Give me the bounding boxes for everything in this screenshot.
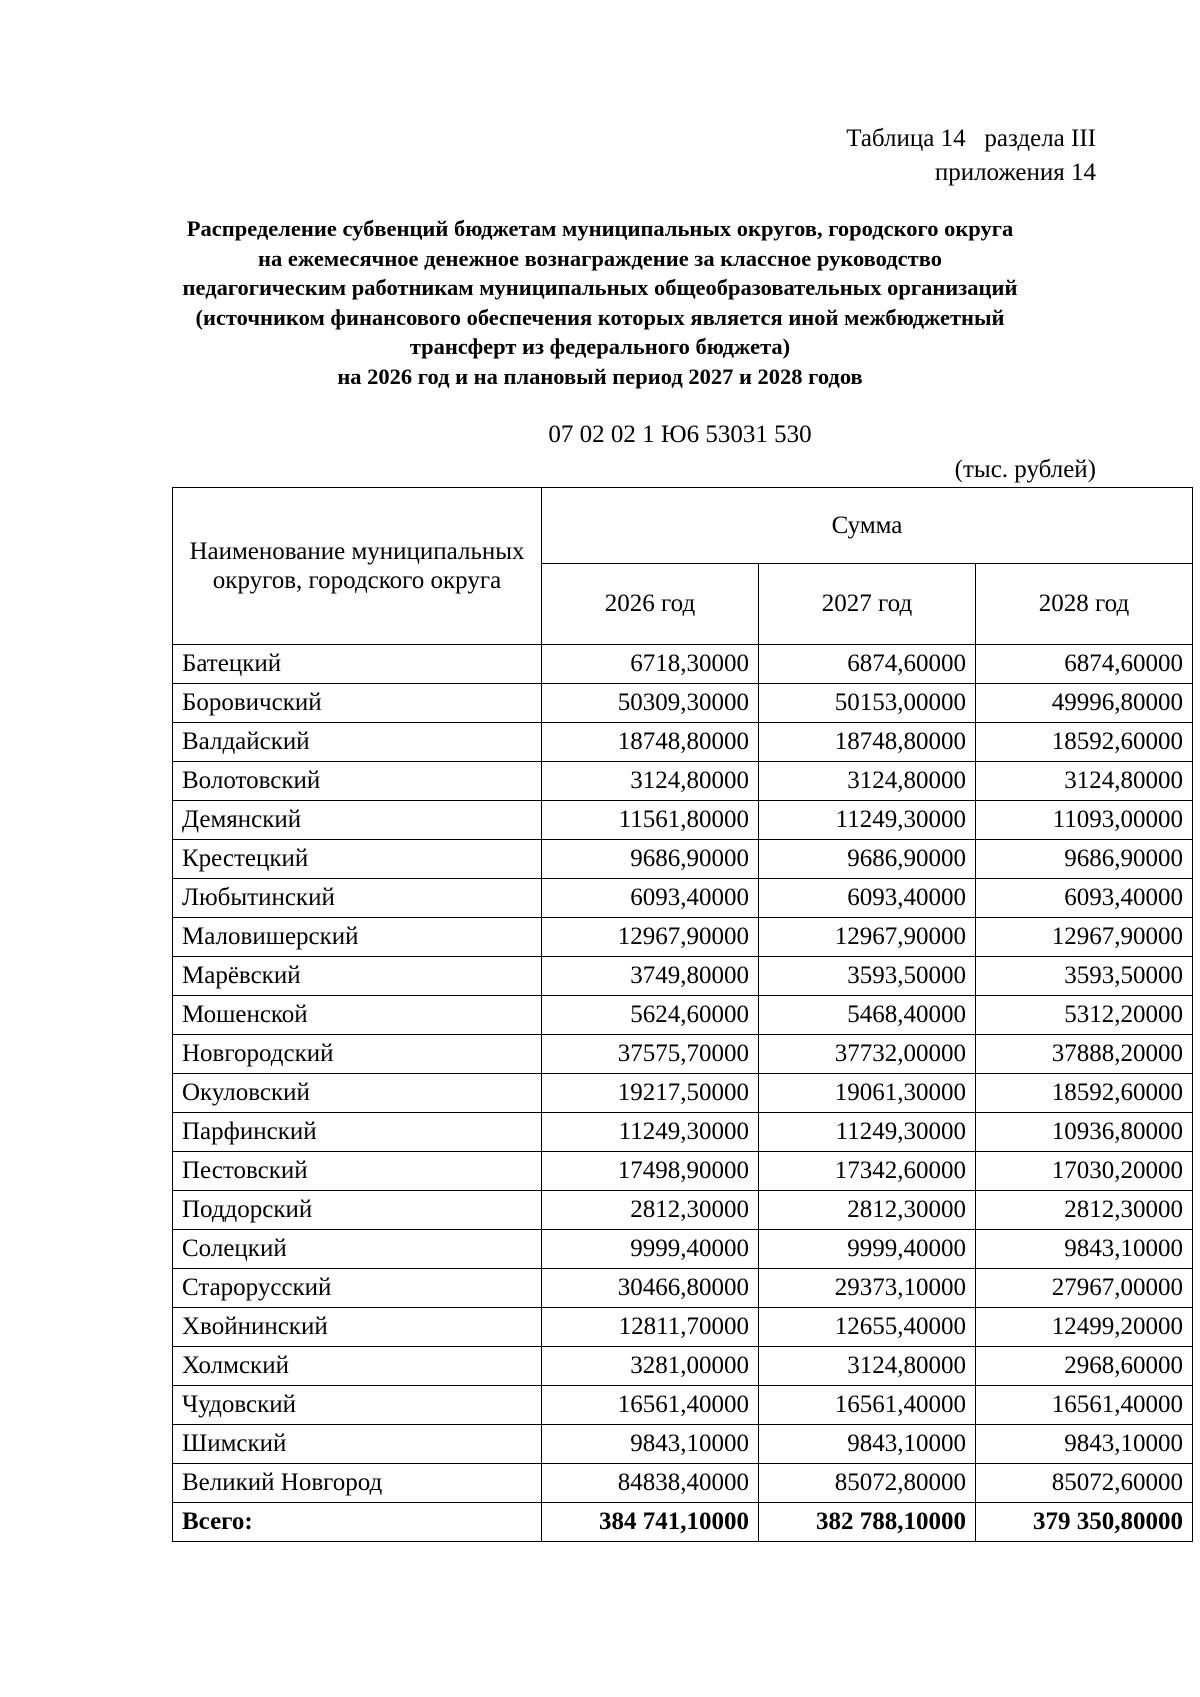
amount-2028-cell: 27967,00000 [976, 1269, 1193, 1308]
amount-2028-cell: 17030,20000 [976, 1152, 1193, 1191]
amount-2028-cell: 49996,80000 [976, 684, 1193, 723]
table-row [173, 840, 1193, 879]
amount-2026-cell: 37575,70000 [542, 1035, 759, 1074]
amount-2026-cell: 16561,40000 [542, 1386, 759, 1425]
title-line: педагогическим работникам муниципальных общеобразовательных организаций [182, 275, 1018, 300]
amount-2027-cell: 19061,30000 [759, 1074, 976, 1113]
amount-2028-cell: 379 350,80000 [976, 1503, 1193, 1542]
amount-2026-cell: 50309,30000 [542, 684, 759, 723]
amount-2026-cell: 384 741,10000 [542, 1503, 759, 1542]
district-name-cell: Новгородский [173, 1035, 542, 1074]
title-line: Распределение субвенций бюджетам муниципальных округов, городского округа [186, 216, 1014, 241]
table-row [173, 1191, 1193, 1230]
amount-2028-cell: 9686,90000 [976, 840, 1193, 879]
amount-2028-cell: 5312,20000 [976, 996, 1193, 1035]
amount-2027-cell: 3593,50000 [759, 957, 976, 996]
district-name-cell: Батецкий [173, 645, 542, 684]
amount-2027-cell: 2812,30000 [759, 1191, 976, 1230]
column-header-name-text: Наименование муниципальных округов, городского округа [189, 538, 525, 594]
district-name-cell: Пестовский [173, 1152, 542, 1191]
amount-2026-cell: 18748,80000 [542, 723, 759, 762]
table-row [173, 762, 1193, 801]
district-name-cell: Парфинский [173, 1113, 542, 1152]
district-name-cell: Окуловский [173, 1074, 542, 1113]
table-row [173, 1152, 1193, 1191]
table-number: Таблица 14 раздела III [846, 125, 1096, 152]
title-line: (источником финансового обеспечения которых является иной межбюджетный [195, 304, 1005, 330]
district-name-cell: Крестецкий [173, 840, 542, 879]
district-name-cell: Боровичский [173, 684, 542, 723]
amount-2026-cell: 2812,30000 [542, 1191, 759, 1230]
amount-2028-cell: 3593,50000 [976, 957, 1193, 996]
amount-2026-cell: 84838,40000 [542, 1464, 759, 1503]
table-row [173, 957, 1193, 996]
amount-2028-cell: 12499,20000 [976, 1308, 1193, 1347]
amount-2026-cell: 30466,80000 [542, 1269, 759, 1308]
amount-2028-cell: 10936,80000 [976, 1113, 1193, 1152]
table-row [173, 1074, 1193, 1113]
table-row [173, 879, 1193, 918]
amount-2028-cell: 18592,60000 [976, 723, 1193, 762]
amount-2027-cell: 16561,40000 [759, 1386, 976, 1425]
amount-2028-cell: 6874,60000 [976, 645, 1193, 684]
title-line: трансферт из федерального бюджета) [409, 334, 791, 359]
amount-2026-cell: 12811,70000 [542, 1308, 759, 1347]
allocation-table [172, 487, 1193, 1542]
amount-2026-cell: 11249,30000 [542, 1113, 759, 1152]
amount-2028-cell: 2812,30000 [976, 1191, 1193, 1230]
district-name-cell: Шимский [173, 1425, 542, 1464]
amount-2026-cell: 3749,80000 [542, 957, 759, 996]
total-row [173, 1503, 1193, 1542]
amount-2027-cell: 6874,60000 [759, 645, 976, 684]
table-row [173, 1035, 1193, 1074]
table-row [173, 723, 1193, 762]
table-row [173, 645, 1193, 684]
table-row [173, 1230, 1193, 1269]
district-name-cell: Поддорский [173, 1191, 542, 1230]
amount-2027-cell: 85072,80000 [759, 1464, 976, 1503]
table-reference [846, 122, 1096, 190]
table-row [173, 1113, 1193, 1152]
table-row [173, 918, 1193, 957]
amount-2026-cell: 5624,60000 [542, 996, 759, 1035]
amount-2027-cell: 11249,30000 [759, 1113, 976, 1152]
district-name-cell: Чудовский [173, 1386, 542, 1425]
amount-2027-cell: 3124,80000 [759, 762, 976, 801]
title-line: на ежемесячное денежное вознаграждение за классное руководство [258, 245, 942, 271]
district-name-cell: Мошенской [173, 996, 542, 1035]
budget-classification-code: 07 02 02 1 Ю6 53031 530 [548, 421, 812, 448]
amount-2026-cell: 3281,00000 [542, 1347, 759, 1386]
amount-2028-cell: 3124,80000 [976, 762, 1193, 801]
amount-2027-cell: 3124,80000 [759, 1347, 976, 1386]
amount-2027-cell: 6093,40000 [759, 879, 976, 918]
amount-2027-cell: 12655,40000 [759, 1308, 976, 1347]
amount-2026-cell: 17498,90000 [542, 1152, 759, 1191]
amount-2026-cell: 9843,10000 [542, 1425, 759, 1464]
amount-2028-cell: 16561,40000 [976, 1386, 1193, 1425]
amount-2028-cell: 2968,60000 [976, 1347, 1193, 1386]
district-name-cell: Валдайский [173, 723, 542, 762]
district-name-cell: Любытинский [173, 879, 542, 918]
amount-2026-cell: 11561,80000 [542, 801, 759, 840]
amount-2027-cell: 9999,40000 [759, 1230, 976, 1269]
amount-2028-cell: 6093,40000 [976, 879, 1193, 918]
amount-2027-cell: 18748,80000 [759, 723, 976, 762]
district-name-cell: Великий Новгород [173, 1464, 542, 1503]
amount-2027-cell: 17342,60000 [759, 1152, 976, 1191]
amount-2026-cell: 3124,80000 [542, 762, 759, 801]
table-row [173, 996, 1193, 1035]
amount-2028-cell: 18592,60000 [976, 1074, 1193, 1113]
district-name-cell: Старорусский [173, 1269, 542, 1308]
table-row [173, 1386, 1193, 1425]
table-row [173, 1425, 1193, 1464]
amount-2027-cell: 11249,30000 [759, 801, 976, 840]
district-name-cell: Демянский [173, 801, 542, 840]
amount-2028-cell: 12967,90000 [976, 918, 1193, 957]
amount-2026-cell: 12967,90000 [542, 918, 759, 957]
table-row [173, 1464, 1193, 1503]
amount-2028-cell: 85072,60000 [976, 1464, 1193, 1503]
district-name-cell: Хвойнинский [173, 1308, 542, 1347]
amount-2028-cell: 11093,00000 [976, 801, 1193, 840]
document-title [150, 214, 1050, 391]
amount-2026-cell: 6718,30000 [542, 645, 759, 684]
amount-2026-cell: 19217,50000 [542, 1074, 759, 1113]
total-label-cell: Всего: [173, 1503, 542, 1542]
table-row [173, 801, 1193, 840]
district-name-cell: Солецкий [173, 1230, 542, 1269]
amount-2027-cell: 29373,10000 [759, 1269, 976, 1308]
table-row [173, 684, 1193, 723]
column-header-2028: 2028 год [976, 564, 1193, 645]
amount-2027-cell: 50153,00000 [759, 684, 976, 723]
amount-2028-cell: 9843,10000 [976, 1425, 1193, 1464]
amount-2028-cell: 37888,20000 [976, 1035, 1193, 1074]
district-name-cell: Маловишерский [173, 918, 542, 957]
column-header-sum: Сумма [542, 488, 1193, 564]
column-header-2027: 2027 год [759, 564, 976, 645]
amount-2026-cell: 9999,40000 [542, 1230, 759, 1269]
units-label: (тыс. рублей) [954, 456, 1096, 483]
amount-2028-cell: 9843,10000 [976, 1230, 1193, 1269]
district-name-cell: Марёвский [173, 957, 542, 996]
column-header-2026: 2026 год [542, 564, 759, 645]
amount-2026-cell: 9686,90000 [542, 840, 759, 879]
amount-2027-cell: 382 788,10000 [759, 1503, 976, 1542]
table-row [173, 1269, 1193, 1308]
amount-2027-cell: 9843,10000 [759, 1425, 976, 1464]
district-name-cell: Холмский [173, 1347, 542, 1386]
amount-2027-cell: 5468,40000 [759, 996, 976, 1035]
title-line: на 2026 год и на плановый период 2027 и 2028 годов [337, 363, 863, 389]
amount-2026-cell: 6093,40000 [542, 879, 759, 918]
amount-2027-cell: 12967,90000 [759, 918, 976, 957]
table-row [173, 1308, 1193, 1347]
appendix-number: приложения 14 [934, 159, 1096, 186]
amount-2027-cell: 9686,90000 [759, 840, 976, 879]
amount-2027-cell: 37732,00000 [759, 1035, 976, 1074]
district-name-cell: Волотовский [173, 762, 542, 801]
column-header-name [173, 488, 542, 645]
table-row [173, 1347, 1193, 1386]
